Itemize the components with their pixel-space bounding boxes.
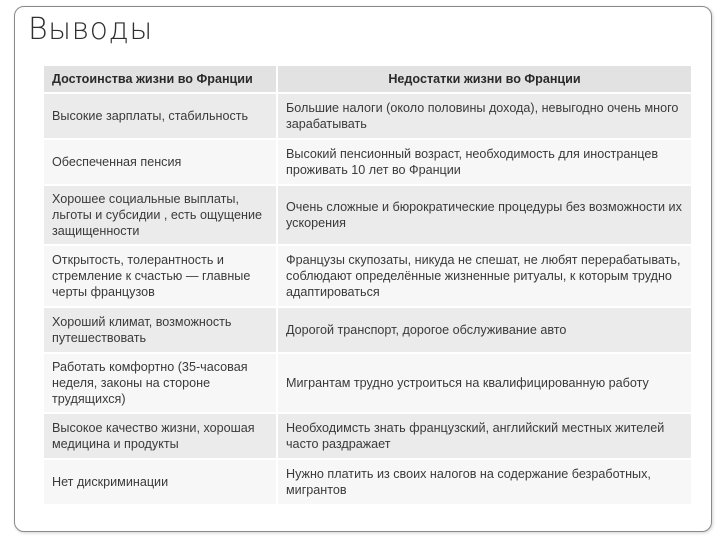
slide-title: Выводы — [28, 12, 153, 47]
pro-cell: Высокие зарплаты, стабильность — [44, 93, 277, 139]
header-pros: Достоинства жизни во Франции — [44, 66, 277, 93]
con-cell: Необходимсть знать французский, английский местных жителей часто раздражает — [277, 413, 692, 459]
pro-cell: Работать комфортно (35-часовая неделя, законы на стороне трудящихся) — [44, 353, 277, 413]
con-cell: Большие налоги (около половины дохода), невыгодно очень много зарабатывать — [277, 93, 692, 139]
con-cell: Дорогой транспорт, дорогое обслуживание авто — [277, 307, 692, 353]
pro-cell: Хороший климат, возможность путешествовать — [44, 307, 277, 353]
pro-cell: Нет дискриминации — [44, 459, 277, 505]
table-row — [44, 353, 692, 413]
table-row — [44, 307, 692, 353]
table-row — [44, 185, 692, 245]
con-cell: Высокий пенсионный возраст, необходимость для иностранцев проживать 10 лет во Франции — [277, 139, 692, 185]
table-row — [44, 459, 692, 505]
header-cons: Недостатки жизни во Франции — [277, 66, 692, 93]
comparison-table — [44, 66, 693, 506]
table-header-row — [44, 66, 692, 93]
con-cell: Очень сложные и бюрократические процедуры без возможности их ускорения — [277, 185, 692, 245]
con-cell: Нужно платить из своих налогов на содержание безработных, мигрантов — [277, 459, 692, 505]
pro-cell: Хорошее социальные выплаты, льготы и субсидии , есть ощущение защищенности — [44, 185, 277, 245]
pro-cell: Высокое качество жизни, хорошая медицина и продукты — [44, 413, 277, 459]
pro-cell: Открытость, толерантность и стремление к счастью — главные черты французов — [44, 245, 277, 307]
table-row — [44, 413, 692, 459]
table-row — [44, 245, 692, 307]
pro-cell: Обеспеченная пенсия — [44, 139, 277, 185]
con-cell: Французы скупозаты, никуда не спешат, не любят перерабатывать, соблюдают определённые жизненные ритуалы, к которым трудно адаптироваться — [277, 245, 692, 307]
table-row — [44, 139, 692, 185]
table-row — [44, 93, 692, 139]
con-cell: Мигрантам трудно устроиться на квалифицированную работу — [277, 353, 692, 413]
